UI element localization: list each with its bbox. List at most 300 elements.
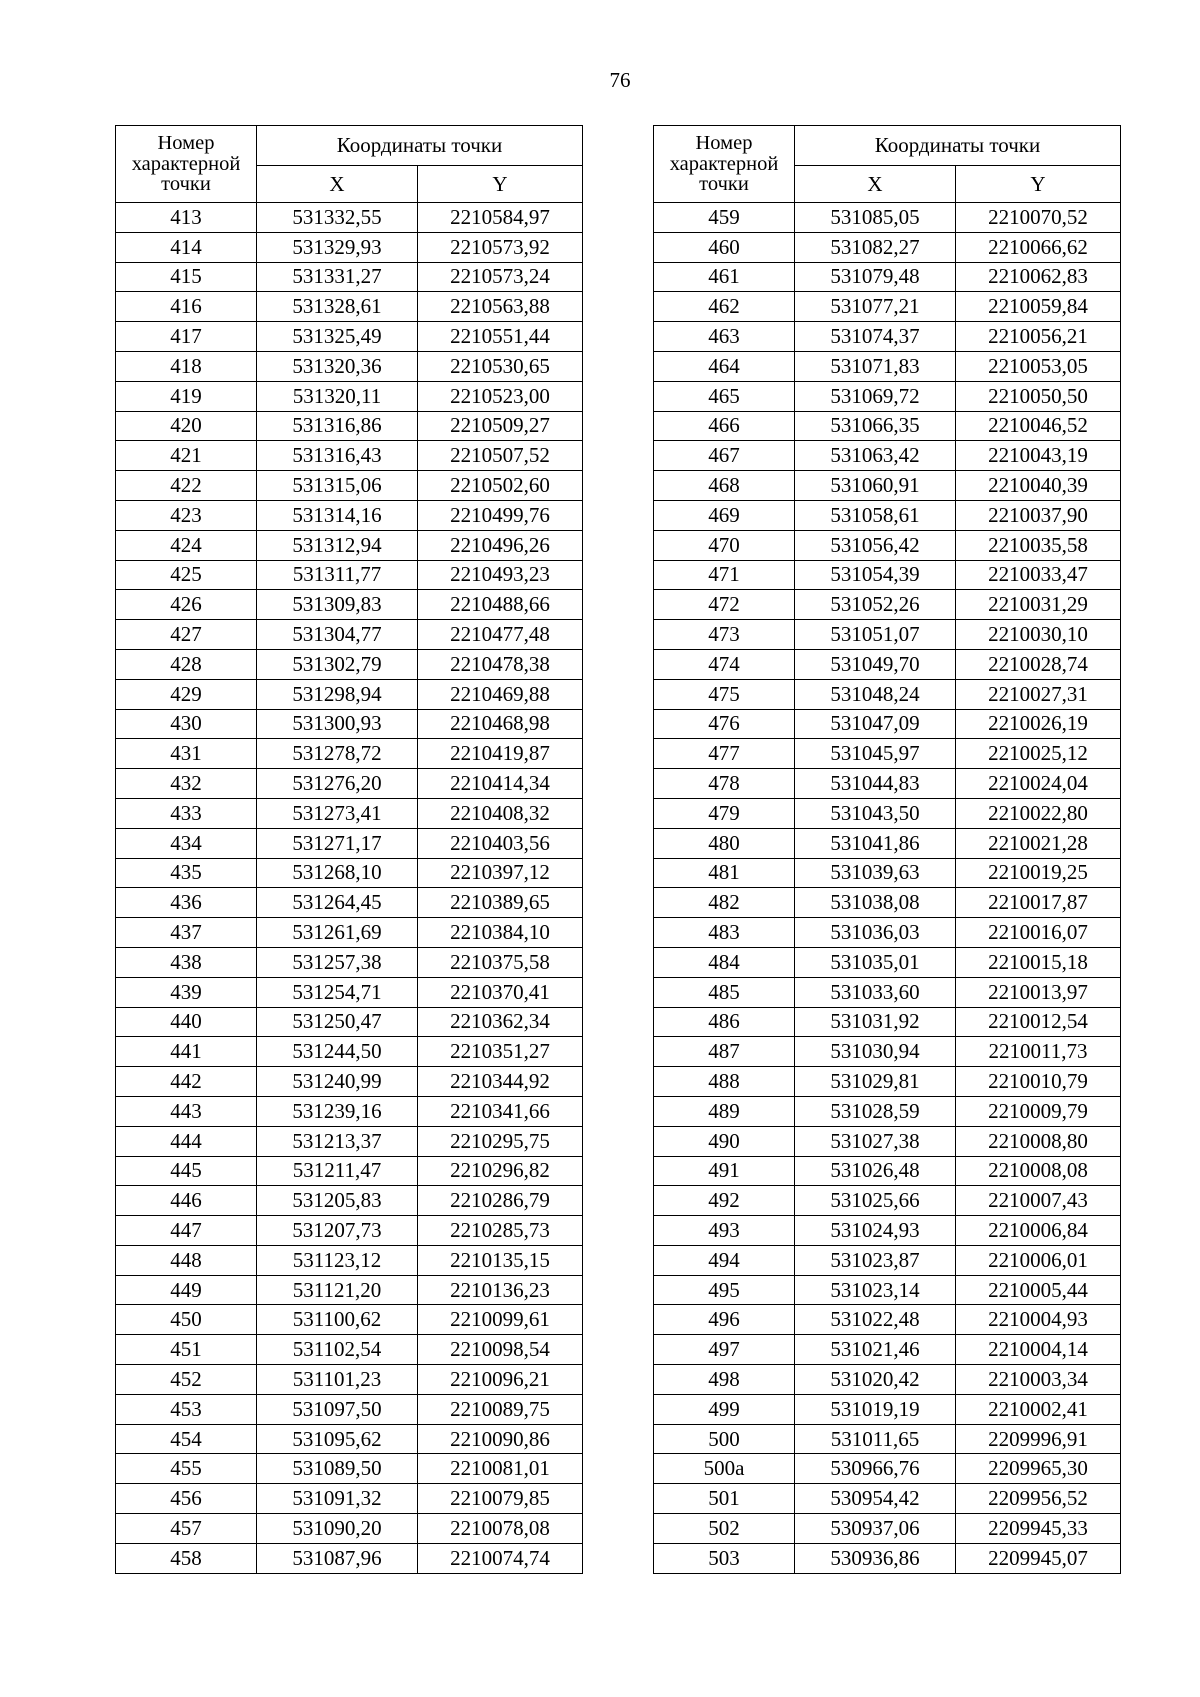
cell-y: 2210040,39 xyxy=(956,471,1121,501)
cell-x: 531273,41 xyxy=(257,798,418,828)
cell-x: 531261,69 xyxy=(257,918,418,948)
cell-x: 531254,71 xyxy=(257,977,418,1007)
table-row xyxy=(116,1126,583,1156)
table-row xyxy=(116,679,583,709)
cell-point-number: 434 xyxy=(116,828,257,858)
cell-y: 2210493,23 xyxy=(418,560,583,590)
table-row xyxy=(654,560,1121,590)
cell-y: 2209965,30 xyxy=(956,1454,1121,1484)
cell-point-number: 441 xyxy=(116,1037,257,1067)
table-row xyxy=(116,1156,583,1186)
table-row xyxy=(116,1305,583,1335)
cell-point-number: 484 xyxy=(654,947,795,977)
table-row xyxy=(116,322,583,352)
cell-y: 2210477,48 xyxy=(418,620,583,650)
cell-x: 531049,70 xyxy=(795,649,956,679)
header-y: Y xyxy=(956,166,1121,203)
cell-x: 531250,47 xyxy=(257,1007,418,1037)
table-row xyxy=(116,500,583,530)
cell-x: 530936,86 xyxy=(795,1543,956,1573)
cell-point-number: 503 xyxy=(654,1543,795,1573)
cell-point-number: 420 xyxy=(116,411,257,441)
cell-y: 2210008,08 xyxy=(956,1156,1121,1186)
table-row xyxy=(654,1037,1121,1067)
table-row xyxy=(654,679,1121,709)
cell-point-number: 480 xyxy=(654,828,795,858)
cell-point-number: 493 xyxy=(654,1216,795,1246)
cell-x: 531043,50 xyxy=(795,798,956,828)
cell-x: 531023,87 xyxy=(795,1245,956,1275)
cell-x: 531316,43 xyxy=(257,441,418,471)
cell-x: 531058,61 xyxy=(795,500,956,530)
table-row xyxy=(654,1245,1121,1275)
cell-point-number: 461 xyxy=(654,262,795,292)
cell-x: 531087,96 xyxy=(257,1543,418,1573)
table-body xyxy=(116,203,583,1574)
table-row xyxy=(116,1454,583,1484)
cell-x: 531082,27 xyxy=(795,232,956,262)
cell-y: 2210370,41 xyxy=(418,977,583,1007)
cell-x: 531311,77 xyxy=(257,560,418,590)
cell-point-number: 486 xyxy=(654,1007,795,1037)
cell-x: 531079,48 xyxy=(795,262,956,292)
table-row xyxy=(116,471,583,501)
cell-x: 531019,19 xyxy=(795,1394,956,1424)
cell-x: 531066,35 xyxy=(795,411,956,441)
table-row xyxy=(654,888,1121,918)
cell-x: 531063,42 xyxy=(795,441,956,471)
table-row xyxy=(654,381,1121,411)
table-row xyxy=(654,590,1121,620)
cell-y: 2210079,85 xyxy=(418,1484,583,1514)
cell-x: 531102,54 xyxy=(257,1335,418,1365)
cell-y: 2210496,26 xyxy=(418,530,583,560)
cell-x: 531095,62 xyxy=(257,1424,418,1454)
table-row xyxy=(116,709,583,739)
table-row xyxy=(654,1305,1121,1335)
cell-y: 2210012,54 xyxy=(956,1007,1121,1037)
cell-x: 530937,06 xyxy=(795,1514,956,1544)
cell-y: 2210408,32 xyxy=(418,798,583,828)
cell-x: 531054,39 xyxy=(795,560,956,590)
cell-point-number: 443 xyxy=(116,1096,257,1126)
cell-y: 2210011,73 xyxy=(956,1037,1121,1067)
cell-y: 2210050,50 xyxy=(956,381,1121,411)
table-row xyxy=(654,471,1121,501)
cell-y: 2210296,82 xyxy=(418,1156,583,1186)
cell-x: 531207,73 xyxy=(257,1216,418,1246)
cell-point-number: 467 xyxy=(654,441,795,471)
cell-y: 2210016,07 xyxy=(956,918,1121,948)
cell-x: 531022,48 xyxy=(795,1305,956,1335)
table-row xyxy=(116,381,583,411)
cell-point-number: 413 xyxy=(116,203,257,233)
cell-y: 2210397,12 xyxy=(418,858,583,888)
table-row xyxy=(116,1067,583,1097)
table-row xyxy=(116,947,583,977)
cell-x: 531264,45 xyxy=(257,888,418,918)
header-coordinates: Координаты точки xyxy=(795,126,1121,166)
cell-x: 531044,83 xyxy=(795,769,956,799)
cell-x: 531020,42 xyxy=(795,1365,956,1395)
cell-y: 2210024,04 xyxy=(956,769,1121,799)
cell-point-number: 476 xyxy=(654,709,795,739)
cell-point-number: 450 xyxy=(116,1305,257,1335)
cell-point-number: 496 xyxy=(654,1305,795,1335)
cell-x: 531090,20 xyxy=(257,1514,418,1544)
table-row xyxy=(116,232,583,262)
cell-y: 2210523,00 xyxy=(418,381,583,411)
table-row xyxy=(654,769,1121,799)
cell-x: 531097,50 xyxy=(257,1394,418,1424)
header-point-number: Номер характерной точки xyxy=(654,126,795,203)
cell-x: 531213,37 xyxy=(257,1126,418,1156)
table-row xyxy=(654,1007,1121,1037)
header-x: X xyxy=(795,166,956,203)
cell-y: 2210037,90 xyxy=(956,500,1121,530)
header-coordinates: Координаты точки xyxy=(257,126,583,166)
cell-y: 2210013,97 xyxy=(956,977,1121,1007)
table-row xyxy=(116,739,583,769)
cell-point-number: 468 xyxy=(654,471,795,501)
cell-x: 530954,42 xyxy=(795,1484,956,1514)
cell-point-number: 498 xyxy=(654,1365,795,1395)
cell-x: 531302,79 xyxy=(257,649,418,679)
table-row xyxy=(116,1394,583,1424)
table-row xyxy=(654,1484,1121,1514)
cell-point-number: 483 xyxy=(654,918,795,948)
cell-point-number: 474 xyxy=(654,649,795,679)
cell-point-number: 446 xyxy=(116,1186,257,1216)
cell-y: 2210341,66 xyxy=(418,1096,583,1126)
cell-y: 2210089,75 xyxy=(418,1394,583,1424)
cell-y: 2210573,92 xyxy=(418,232,583,262)
cell-y: 2210563,88 xyxy=(418,292,583,322)
cell-point-number: 471 xyxy=(654,560,795,590)
cell-y: 2210007,43 xyxy=(956,1186,1121,1216)
table-row xyxy=(654,203,1121,233)
table-row xyxy=(654,1067,1121,1097)
table-row xyxy=(116,1007,583,1037)
cell-point-number: 437 xyxy=(116,918,257,948)
cell-y: 2210062,83 xyxy=(956,262,1121,292)
cell-point-number: 435 xyxy=(116,858,257,888)
cell-point-number: 416 xyxy=(116,292,257,322)
cell-point-number: 452 xyxy=(116,1365,257,1395)
table-row xyxy=(654,709,1121,739)
cell-x: 531211,47 xyxy=(257,1156,418,1186)
cell-y: 2210499,76 xyxy=(418,500,583,530)
cell-y: 2210551,44 xyxy=(418,322,583,352)
table-row xyxy=(654,739,1121,769)
cell-y: 2210030,10 xyxy=(956,620,1121,650)
cell-x: 531320,11 xyxy=(257,381,418,411)
cell-point-number: 479 xyxy=(654,798,795,828)
cell-x: 531045,97 xyxy=(795,739,956,769)
table-row xyxy=(654,1275,1121,1305)
table-row xyxy=(116,1275,583,1305)
cell-point-number: 424 xyxy=(116,530,257,560)
cell-point-number: 423 xyxy=(116,500,257,530)
cell-x: 531077,21 xyxy=(795,292,956,322)
cell-x: 531300,93 xyxy=(257,709,418,739)
cell-point-number: 500а xyxy=(654,1454,795,1484)
cell-y: 2210403,56 xyxy=(418,828,583,858)
cell-x: 530966,76 xyxy=(795,1454,956,1484)
cell-y: 2210019,25 xyxy=(956,858,1121,888)
cell-y: 2210081,01 xyxy=(418,1454,583,1484)
cell-y: 2210286,79 xyxy=(418,1186,583,1216)
table-row xyxy=(654,1454,1121,1484)
table-row xyxy=(654,1514,1121,1544)
cell-point-number: 481 xyxy=(654,858,795,888)
cell-y: 2210384,10 xyxy=(418,918,583,948)
cell-point-number: 469 xyxy=(654,500,795,530)
cell-y: 2210002,41 xyxy=(956,1394,1121,1424)
table-row xyxy=(116,530,583,560)
cell-y: 2210295,75 xyxy=(418,1126,583,1156)
cell-y: 2210070,52 xyxy=(956,203,1121,233)
cell-y: 2210009,79 xyxy=(956,1096,1121,1126)
cell-x: 531278,72 xyxy=(257,739,418,769)
cell-y: 2210414,34 xyxy=(418,769,583,799)
table-row xyxy=(116,351,583,381)
cell-point-number: 465 xyxy=(654,381,795,411)
table-row xyxy=(116,798,583,828)
table-row xyxy=(654,1096,1121,1126)
cell-y: 2210028,74 xyxy=(956,649,1121,679)
cell-point-number: 462 xyxy=(654,292,795,322)
table-row xyxy=(116,620,583,650)
cell-x: 531268,10 xyxy=(257,858,418,888)
cell-x: 531069,72 xyxy=(795,381,956,411)
table-row xyxy=(116,1186,583,1216)
cell-point-number: 449 xyxy=(116,1275,257,1305)
table-row xyxy=(654,1186,1121,1216)
cell-x: 531332,55 xyxy=(257,203,418,233)
cell-x: 531312,94 xyxy=(257,530,418,560)
cell-point-number: 445 xyxy=(116,1156,257,1186)
table-row xyxy=(116,560,583,590)
cell-y: 2210419,87 xyxy=(418,739,583,769)
table-row xyxy=(654,530,1121,560)
cell-y: 2210006,84 xyxy=(956,1216,1121,1246)
table-body xyxy=(654,203,1121,1574)
cell-y: 2210059,84 xyxy=(956,292,1121,322)
cell-y: 2210022,80 xyxy=(956,798,1121,828)
cell-x: 531031,92 xyxy=(795,1007,956,1037)
cell-point-number: 426 xyxy=(116,590,257,620)
table-row xyxy=(654,1394,1121,1424)
cell-y: 2210066,62 xyxy=(956,232,1121,262)
cell-y: 2210375,58 xyxy=(418,947,583,977)
table-row xyxy=(654,351,1121,381)
cell-point-number: 421 xyxy=(116,441,257,471)
cell-x: 531123,12 xyxy=(257,1245,418,1275)
table-row xyxy=(116,1335,583,1365)
cell-y: 2210573,24 xyxy=(418,262,583,292)
cell-point-number: 415 xyxy=(116,262,257,292)
cell-y: 2210285,73 xyxy=(418,1216,583,1246)
cell-x: 531315,06 xyxy=(257,471,418,501)
cell-x: 531039,63 xyxy=(795,858,956,888)
cell-point-number: 472 xyxy=(654,590,795,620)
cell-point-number: 500 xyxy=(654,1424,795,1454)
cell-x: 531021,46 xyxy=(795,1335,956,1365)
cell-x: 531304,77 xyxy=(257,620,418,650)
cell-x: 531035,01 xyxy=(795,947,956,977)
cell-x: 531048,24 xyxy=(795,679,956,709)
table-row xyxy=(654,1216,1121,1246)
cell-y: 2210015,18 xyxy=(956,947,1121,977)
cell-point-number: 473 xyxy=(654,620,795,650)
cell-y: 2210502,60 xyxy=(418,471,583,501)
table-row xyxy=(116,411,583,441)
cell-x: 531074,37 xyxy=(795,322,956,352)
table-row xyxy=(654,798,1121,828)
cell-point-number: 457 xyxy=(116,1514,257,1544)
cell-point-number: 478 xyxy=(654,769,795,799)
cell-y: 2210005,44 xyxy=(956,1275,1121,1305)
cell-point-number: 448 xyxy=(116,1245,257,1275)
cell-y: 2210033,47 xyxy=(956,560,1121,590)
cell-y: 2210074,74 xyxy=(418,1543,583,1573)
cell-point-number: 444 xyxy=(116,1126,257,1156)
cell-point-number: 501 xyxy=(654,1484,795,1514)
cell-point-number: 499 xyxy=(654,1394,795,1424)
cell-point-number: 497 xyxy=(654,1335,795,1365)
table-row xyxy=(654,1335,1121,1365)
cell-x: 531257,38 xyxy=(257,947,418,977)
cell-x: 531205,83 xyxy=(257,1186,418,1216)
cell-x: 531027,38 xyxy=(795,1126,956,1156)
table-row xyxy=(116,649,583,679)
table-row xyxy=(116,1543,583,1573)
table-row xyxy=(654,1156,1121,1186)
table-row xyxy=(116,1245,583,1275)
cell-y: 2210507,52 xyxy=(418,441,583,471)
cell-y: 2209956,52 xyxy=(956,1484,1121,1514)
table-row xyxy=(654,232,1121,262)
table-row xyxy=(116,590,583,620)
cell-x: 531101,23 xyxy=(257,1365,418,1395)
table-row xyxy=(654,1543,1121,1573)
cell-point-number: 431 xyxy=(116,739,257,769)
cell-x: 531309,83 xyxy=(257,590,418,620)
table-row xyxy=(654,918,1121,948)
header-y: Y xyxy=(418,166,583,203)
cell-y: 2210096,21 xyxy=(418,1365,583,1395)
table-row xyxy=(116,769,583,799)
cell-y: 2210509,27 xyxy=(418,411,583,441)
table-row xyxy=(654,620,1121,650)
table-row xyxy=(116,1037,583,1067)
cell-point-number: 422 xyxy=(116,471,257,501)
table-row xyxy=(654,649,1121,679)
cell-x: 531047,09 xyxy=(795,709,956,739)
table-row xyxy=(654,441,1121,471)
cell-y: 2210004,14 xyxy=(956,1335,1121,1365)
cell-point-number: 490 xyxy=(654,1126,795,1156)
coordinates-table-left xyxy=(115,125,583,1574)
table-row xyxy=(116,441,583,471)
table-row xyxy=(654,947,1121,977)
cell-y: 2210046,52 xyxy=(956,411,1121,441)
cell-point-number: 419 xyxy=(116,381,257,411)
table-row xyxy=(116,1096,583,1126)
header-point-number: Номер характерной точки xyxy=(116,126,257,203)
cell-y: 2210488,66 xyxy=(418,590,583,620)
cell-x: 531298,94 xyxy=(257,679,418,709)
table-row xyxy=(654,262,1121,292)
cell-x: 531316,86 xyxy=(257,411,418,441)
table-row xyxy=(654,292,1121,322)
cell-point-number: 487 xyxy=(654,1037,795,1067)
cell-point-number: 488 xyxy=(654,1067,795,1097)
cell-x: 531052,26 xyxy=(795,590,956,620)
cell-x: 531328,61 xyxy=(257,292,418,322)
cell-x: 531029,81 xyxy=(795,1067,956,1097)
cell-y: 2209996,91 xyxy=(956,1424,1121,1454)
cell-y: 2210025,12 xyxy=(956,739,1121,769)
cell-x: 531091,32 xyxy=(257,1484,418,1514)
cell-point-number: 447 xyxy=(116,1216,257,1246)
cell-x: 531320,36 xyxy=(257,351,418,381)
cell-y: 2210035,58 xyxy=(956,530,1121,560)
cell-y: 2210135,15 xyxy=(418,1245,583,1275)
cell-point-number: 475 xyxy=(654,679,795,709)
table-row xyxy=(654,1424,1121,1454)
header-x: X xyxy=(257,166,418,203)
table-row xyxy=(116,1216,583,1246)
cell-y: 2210584,97 xyxy=(418,203,583,233)
cell-x: 531011,65 xyxy=(795,1424,956,1454)
table-row xyxy=(116,918,583,948)
cell-y: 2210027,31 xyxy=(956,679,1121,709)
cell-x: 531036,03 xyxy=(795,918,956,948)
cell-point-number: 440 xyxy=(116,1007,257,1037)
cell-y: 2210468,98 xyxy=(418,709,583,739)
cell-y: 2210010,79 xyxy=(956,1067,1121,1097)
cell-x: 531085,05 xyxy=(795,203,956,233)
cell-x: 531060,91 xyxy=(795,471,956,501)
cell-x: 531121,20 xyxy=(257,1275,418,1305)
cell-point-number: 432 xyxy=(116,769,257,799)
cell-x: 531071,83 xyxy=(795,351,956,381)
cell-point-number: 460 xyxy=(654,232,795,262)
cell-x: 531271,17 xyxy=(257,828,418,858)
table-row xyxy=(654,411,1121,441)
cell-x: 531056,42 xyxy=(795,530,956,560)
cell-y: 2209945,07 xyxy=(956,1543,1121,1573)
table-row xyxy=(116,1424,583,1454)
cell-y: 2210078,08 xyxy=(418,1514,583,1544)
cell-x: 531329,93 xyxy=(257,232,418,262)
cell-y: 2210008,80 xyxy=(956,1126,1121,1156)
cell-y: 2210043,19 xyxy=(956,441,1121,471)
cell-y: 2210026,19 xyxy=(956,709,1121,739)
cell-y: 2210003,34 xyxy=(956,1365,1121,1395)
cell-y: 2210530,65 xyxy=(418,351,583,381)
cell-y: 2210056,21 xyxy=(956,322,1121,352)
table-row xyxy=(116,888,583,918)
coordinates-table-right xyxy=(653,125,1121,1574)
cell-y: 2210021,28 xyxy=(956,828,1121,858)
cell-y: 2210478,38 xyxy=(418,649,583,679)
table-row xyxy=(654,977,1121,1007)
cell-y: 2210389,65 xyxy=(418,888,583,918)
cell-x: 531028,59 xyxy=(795,1096,956,1126)
